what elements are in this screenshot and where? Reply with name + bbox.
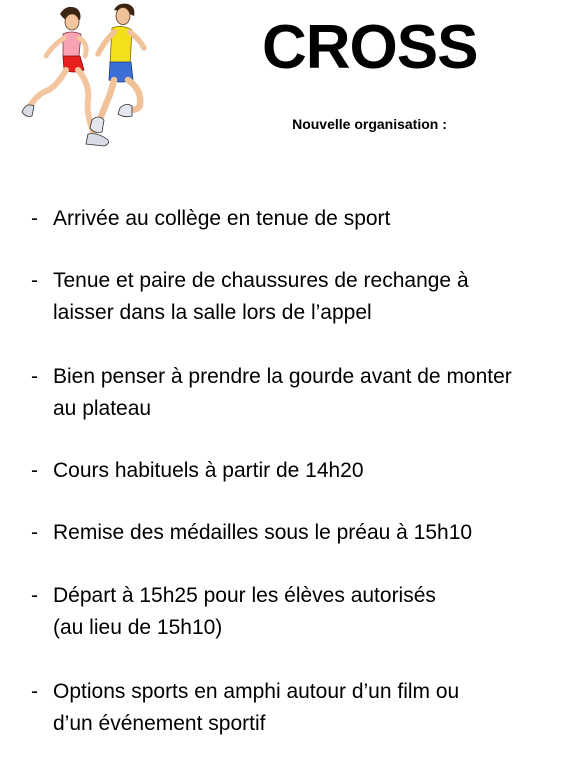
list-item-text — [53, 361, 573, 425]
list-item-line: (au lieu de 15h10) — [53, 616, 223, 639]
page-title: CROSS — [262, 13, 478, 82]
bullet-dash: - — [31, 269, 38, 292]
list-item-line: Tenue et paire de chaussures de rechange à — [53, 269, 469, 292]
list-item-line: Cours habituels à partir de 14h20 — [53, 459, 364, 482]
runners-clipart-icon — [8, 0, 158, 160]
bullet-dash: - — [31, 584, 38, 607]
list-item-line: Remise des médailles sous le préau à 15h10 — [53, 521, 473, 544]
list-item-line: Départ à 15h25 pour les élèves autorisés — [53, 584, 436, 607]
bullet-dash: - — [31, 521, 38, 544]
list-item-line: Bien penser à prendre la gourde avant de monter — [53, 365, 512, 388]
list-item-line: au plateau — [53, 397, 152, 420]
list-item-text — [53, 676, 573, 740]
bullet-dash: - — [31, 680, 38, 703]
page-subtitle: Nouvelle organisation : — [292, 116, 447, 132]
list-item-text — [53, 455, 573, 487]
list-item-text — [53, 517, 573, 549]
list-item-line: Options sports en amphi autour d’un film ou — [53, 680, 460, 703]
list-item-line: laisser dans la salle lors de l’appel — [53, 301, 372, 324]
runner-man — [90, 4, 144, 133]
list-item-line: Arrivée au collège en tenue de sport — [53, 207, 391, 230]
bullet-dash: - — [31, 365, 38, 388]
list-item-line: d’un événement sportif — [53, 712, 266, 735]
list-item-text — [53, 265, 573, 329]
list-item-text — [53, 580, 573, 644]
bullet-dash: - — [31, 207, 38, 230]
bullet-dash: - — [31, 459, 38, 482]
list-item-text — [53, 203, 573, 235]
